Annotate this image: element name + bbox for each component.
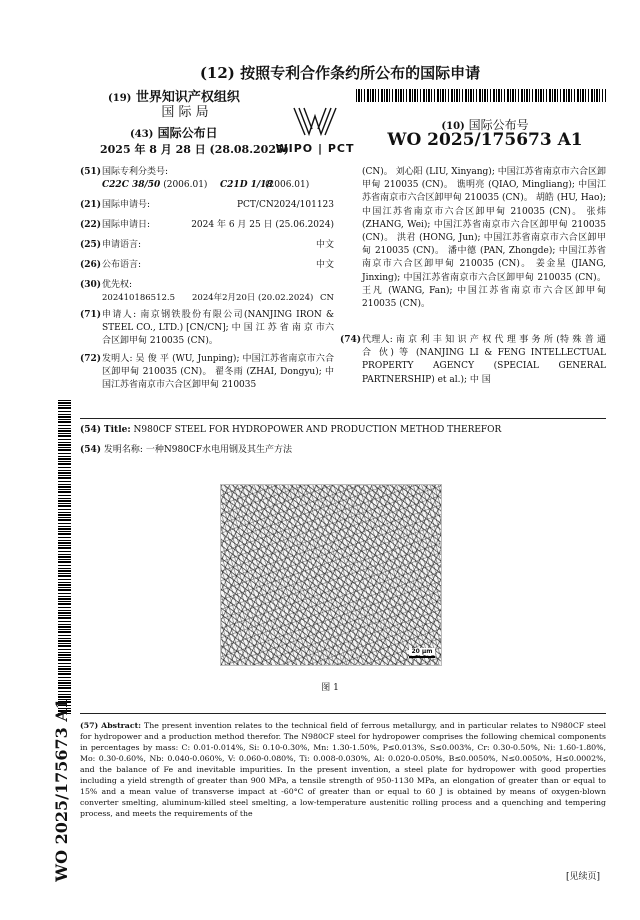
agent-text: 代理人: 南 京 利 丰 知 识 产 权 代 理 事 务 所 (特 殊 普 通 合 伙) 等 (NANJING LI & FENG INTELLECTUAL PROPERTY AGENCY (SPECIAL GENERAL PARTNERSHIP) et al.); 中 国 [362, 335, 606, 385]
figure-caption: 图 1 [321, 683, 339, 693]
ipc-1-version: (2006.01) [163, 180, 208, 190]
abstract-code: (57) [80, 721, 99, 730]
org-code: (19) [108, 93, 132, 104]
filing-lang-code: (25) [80, 240, 102, 250]
applicant-text: 申请人: 南京钢铁股份有限公司(NANJING IRON & STEEL CO., LTD.) [CN/CN]; 中 国 江 苏 省 南 京 市六合区卸甲甸 210035 (CN)。 [102, 310, 334, 347]
pub-lang-label: 公布语言: [102, 260, 142, 270]
pub-date-code: (43) [130, 129, 154, 140]
app-no-code: (21) [80, 200, 102, 210]
filing-lang-label: 申请语言: [102, 240, 142, 250]
app-no: PCT/CN2024/101123 [236, 200, 334, 210]
priority-label: 优先权: [102, 280, 133, 290]
title-cn-text: 一种N980CF水电用钢及其生产方法 [145, 445, 293, 455]
doc-type-text: 按照专利合作条约所公布的国际申请 [240, 64, 481, 82]
pub-lang: 中文 [315, 260, 334, 270]
ipc-label: 国际专利分类号: [102, 167, 169, 177]
title-cn-line [80, 444, 606, 457]
pub-no: WO 2025/175673 A1 [387, 130, 583, 150]
ipc-1: C22C 38/50 [102, 180, 161, 190]
side-pub-no: WO 2025/175673 A1 [52, 698, 71, 882]
priority-code: (30) [80, 280, 102, 290]
pub-no-code: (10) [441, 121, 465, 132]
scale-bar-label: 20 μm [409, 648, 435, 655]
priority-no: 202410186512.5 [102, 293, 176, 303]
abstract-text: The present invention relates to the technical field of ferrous metallurgy, and in particular relates to N980CF steel for hydropower and a production method therefor. The N980CF steel for hydropower comprises the following chemical components in percentages by mass: C: 0.01-0.014%, Si: 0.10-0.30%, Mn: 1.30-1.50%, P≤0.013%, S≤0.003%, Cr: 0.30-0.50%, Ni: 1.60-1.80%, Mo: 0.30-0.60%, Nb: 0.040-0.060%, V: 0.060-0.080%, Ti: 0.008-0.030%, Al: 0.020-0.050%, B≤0.0050%, N≤0.0050%, H≤0.0002%, and the balance of Fe and inevitable impurities. In the present invention, a steel plate for hydropower with good properties including a yield strength of greater than 900 MPa, a tensile strength of 950-1130 MPa, an elongation of greater than or equal to 15% and a mean value of transverse impact at -60°C of greater than or equal to 60 J is obtained by means of oxygen-blown converter smelting, aluminum-killed steel smelting, a low-temperature austenitic rolling process and a quenching and tempering process, and meets the requirements of the [80, 721, 606, 818]
agent-field [340, 334, 606, 387]
continued-note: [见续页] [565, 872, 600, 882]
divider-abstract [80, 713, 606, 714]
title-en-text: N980CF STEEL FOR HYDROPOWER AND PRODUCTION METHOD THEREFOR [133, 425, 502, 435]
priority-values [102, 292, 334, 305]
priority-country: CN [320, 293, 334, 303]
barcode-top [356, 89, 606, 102]
pub-date-label-line [130, 124, 218, 141]
filing-label: 国际申请日: [102, 220, 151, 230]
wipo-logo [272, 104, 358, 158]
filing-date: 2024 年 6 月 25 日 (25.06.2024) [191, 220, 334, 230]
org-name: 世界知识产权组织 [135, 90, 240, 105]
wipo-emblem-icon [272, 104, 358, 138]
title-en-line [80, 424, 606, 437]
inventors-text: 发明人: 吴 俊 平 (WU, Junping); 中国江苏省南京市六合区卸甲甸 210035 (CN)。 翟冬雨 (ZHAI, Dongyu); 中国江苏省南京市六合区卸甲甸 210035 [102, 354, 334, 391]
title-en-label: Title: [103, 425, 131, 435]
title-cn-code: (54) [80, 445, 102, 455]
doc-type-code: (12) [199, 64, 235, 82]
applicant-field [80, 309, 334, 349]
biblio-left [80, 166, 334, 406]
app-no-label: 国际申请号: [102, 200, 151, 210]
title-cn-label: 发明名称: [103, 445, 143, 455]
pub-date-label: 国际公布日 [157, 126, 218, 140]
applicant-code: (71) [80, 310, 102, 320]
title-en-code: (54) [80, 425, 102, 435]
pub-lang-code: (26) [80, 260, 102, 270]
inventors-continued: (CN)。 刘心阳 (LIU, Xinyang); 中国江苏省南京市六合区卸甲甸 210035 (CN)。 谯明亮 (QIAO, Mingliang); 中国江苏省南京市六合区卸甲甸 210035 (CN)。 胡皓 (HU, Hao); 中国江苏省南京市六合区卸甲甸 210035 (CN)。 张炜 (ZHANG, Wei); 中国江苏省南京市六合区卸甲甸 210035 (CN)。 洪君 (HONG, Jun); 中国江苏省南京市六合区卸甲甸 210035 (CN)。 潘中德 (PAN, Zhongde); 中国江苏省南京市六合区卸甲甸 210035 (CN)。 姜金星 (JIANG, Jinxing); 中国江苏省南京市六合区卸甲甸 210035 (CN)。 王凡 (WANG, Fan); 中国江苏省南京市六合区卸甲甸 210035 (CN)。 [362, 167, 606, 310]
ipc-2: C21D 1/18 [220, 180, 273, 190]
org-line2: 国 际 局 [161, 105, 209, 120]
abstract-label: Abstract: [101, 721, 142, 730]
doc-type-title [120, 62, 560, 83]
inventors-field [80, 353, 334, 393]
micrograph-image [220, 484, 442, 666]
pub-date: 2025 年 8 月 28 日 (28.08.2025) [100, 143, 289, 156]
pub-no-label: 国际公布号 [468, 118, 529, 132]
wipo-logo-text: WIPO | PCT [275, 142, 355, 155]
divider-top [80, 418, 606, 419]
inventors-code: (72) [80, 354, 102, 364]
ipc-2-version: (2006.01) [265, 180, 310, 190]
filing-code: (22) [80, 220, 102, 230]
agent-code: (74) [340, 335, 362, 345]
ipc-values [102, 179, 334, 192]
scale-bar [409, 656, 435, 658]
priority-date: 2024年2月20日 (20.02.2024) [192, 293, 314, 303]
abstract [80, 720, 606, 819]
filing-lang: 中文 [315, 240, 334, 250]
ipc-code: (51) [80, 167, 102, 177]
